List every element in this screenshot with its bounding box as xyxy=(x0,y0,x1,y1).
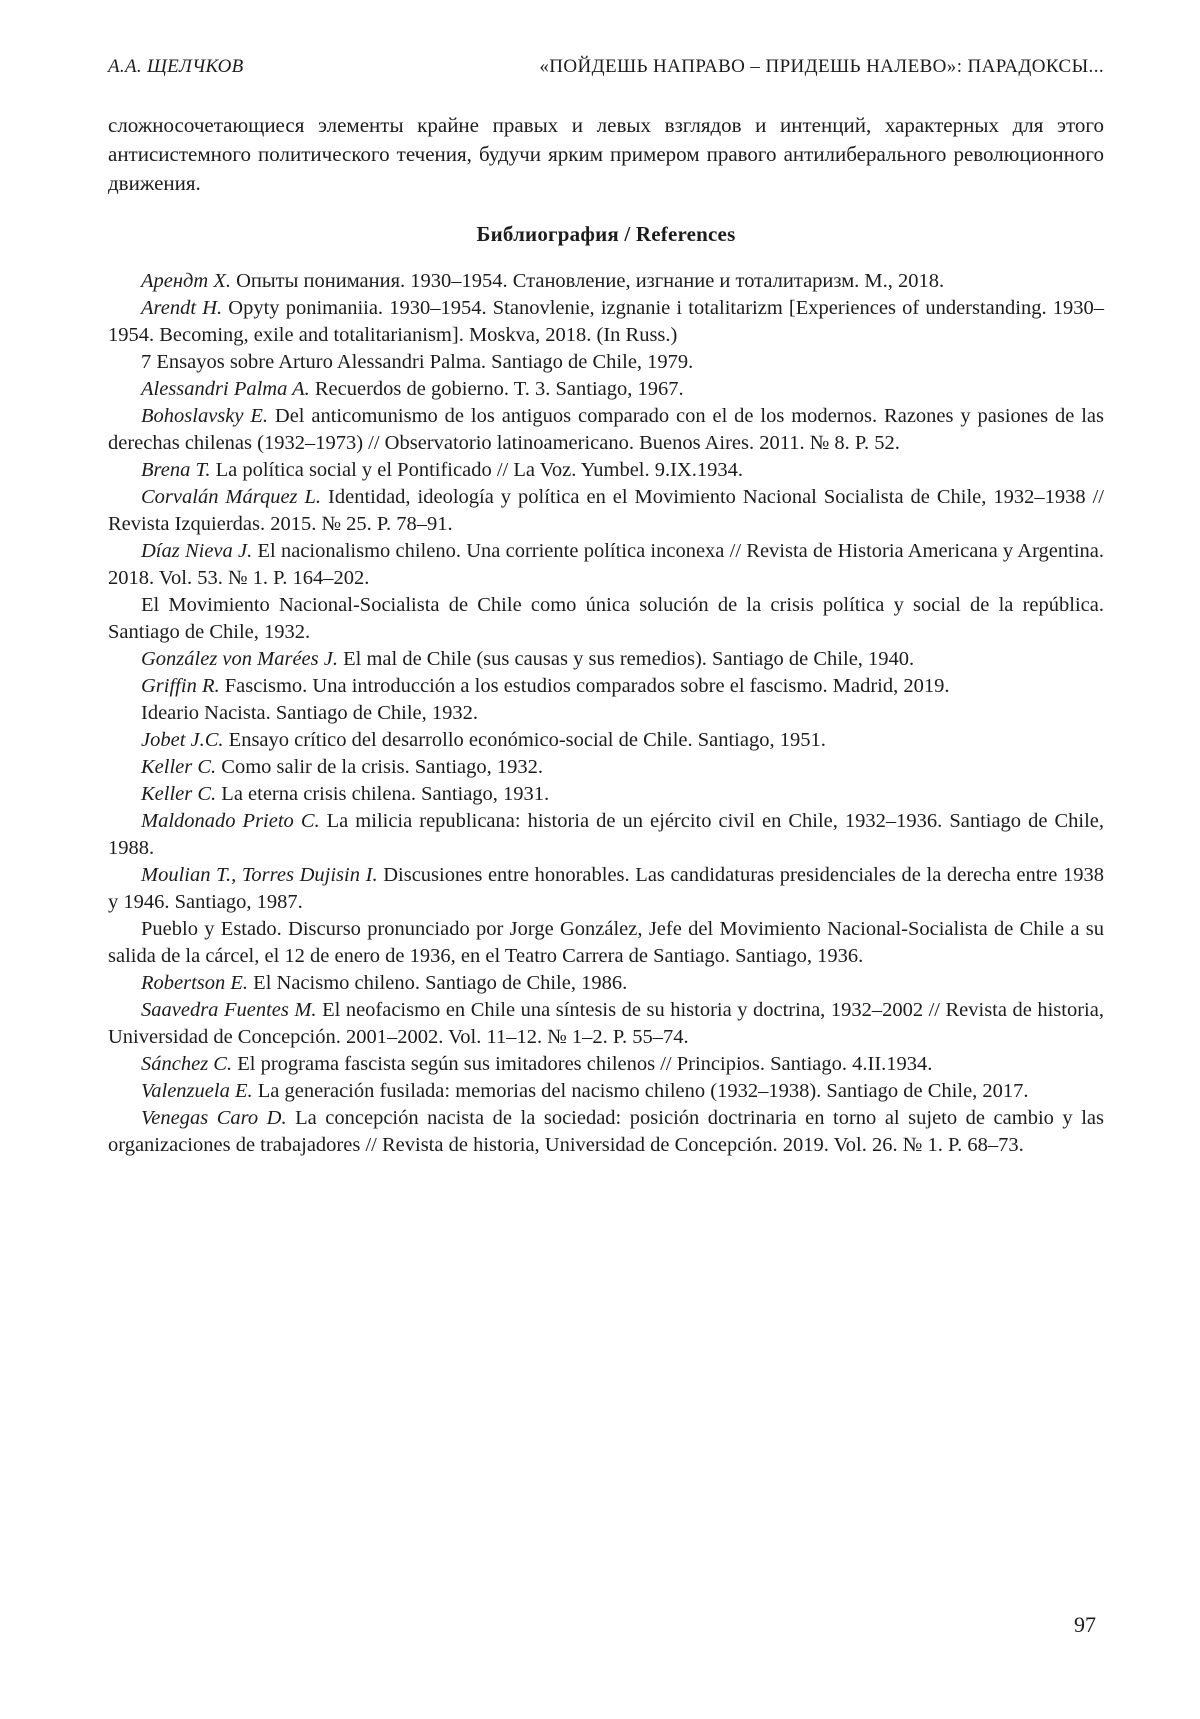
page-content xyxy=(108,56,1104,1159)
reference-author: Jobet J.C. xyxy=(141,729,229,751)
reference-text: Como salir de la crisis. Santiago, 1932. xyxy=(221,756,543,778)
reference-text: 7 Ensayos sobre Arturo Alessandri Palma. Santiago de Chile, 1979. xyxy=(141,351,694,373)
reference-item xyxy=(108,295,1104,349)
reference-text: Discusiones entre honorables. Las candidaturas presidenciales de la derecha entre 1938 y 1946. Santiago, 1987. xyxy=(108,864,1104,913)
reference-text: La generación fusilada: memorias del nacismo chileno (1932–1938). Santiago de Chile, 2017. xyxy=(257,1080,1029,1102)
reference-author: Alessandri Palma A. xyxy=(141,378,315,400)
reference-text: Fascismo. Una introducción a los estudios comparados sobre el fascismo. Madrid, 2019. xyxy=(224,675,950,697)
running-head-title: «ПОЙДЕШЬ НАПРАВО – ПРИДЕШЬ НАЛЕВО»: ПАРАДОКСЫ... xyxy=(539,56,1104,77)
reference-item xyxy=(108,727,1104,754)
reference-text: Opyty ponimaniia. 1930–1954. Stanovlenie, izgnanie i totalitarizm [Experiences of understanding. 1930–1954. Becoming, exile and totalitarianism]. Moskva, 2018. (In Russ.) xyxy=(108,297,1105,346)
reference-author: Арендт Х. xyxy=(141,270,237,292)
reference-author: Corvalán Márquez L. xyxy=(141,486,329,508)
reference-author: Sánchez C. xyxy=(141,1053,238,1075)
reference-text: Recuerdos de gobierno. T. 3. Santiago, 1967. xyxy=(314,378,684,400)
reference-item xyxy=(108,673,1104,700)
reference-author: González von Marées J. xyxy=(141,648,344,670)
reference-text: La concepción nacista de la sociedad: posición doctrinaria en torno al sujeto de cambio y las organizaciones de trabajadores // Revista de historia, Universidad de Concepción. 2019. Vol. 26. № 1. P. 68–73. xyxy=(108,1107,1104,1156)
reference-author: Keller C. xyxy=(141,756,222,778)
reference-item xyxy=(108,1051,1104,1078)
reference-text: El Movimiento Nacional-Socialista de Chile como única solución de la crisis política y social de la república. Santiago de Chile, 1932. xyxy=(108,594,1104,643)
reference-text: La política social y el Pontificado // La Voz. Yumbel. 9.IX.1934. xyxy=(215,459,743,481)
reference-author: Bohoslavsky E. xyxy=(141,405,275,427)
reference-item xyxy=(108,592,1104,646)
reference-author: Moulian T., Torres Dujisin I. xyxy=(141,864,384,886)
reference-text: La eterna crisis chilena. Santiago, 1931. xyxy=(221,783,550,805)
reference-item xyxy=(108,376,1104,403)
reference-text: La milicia republicana: historia de un ejército civil en Chile, 1932–1936. Santiago de Chile, 1988. xyxy=(108,810,1105,859)
reference-text: Ensayo crítico del desarrollo económico-social de Chile. Santiago, 1951. xyxy=(228,729,826,751)
reference-item xyxy=(108,1105,1104,1159)
page-number: 97 xyxy=(1074,1612,1096,1637)
reference-item xyxy=(108,997,1104,1051)
reference-author: Brena T. xyxy=(141,459,216,481)
reference-item xyxy=(108,268,1104,295)
reference-author: Griffin R. xyxy=(141,675,225,697)
reference-text: El Nacismo chileno. Santiago de Chile, 1986. xyxy=(253,972,628,994)
reference-text: El mal de Chile (sus causas y sus remedios). Santiago de Chile, 1940. xyxy=(343,648,915,670)
reference-author: Arendt H. xyxy=(141,297,229,319)
reference-item xyxy=(108,403,1104,457)
reference-item xyxy=(108,916,1104,970)
reference-author: Saavedra Fuentes M. xyxy=(141,999,323,1021)
reference-author: Robertson E. xyxy=(141,972,254,994)
reference-item xyxy=(108,1078,1104,1105)
reference-author: Maldonado Prieto C. xyxy=(141,810,327,832)
reference-item xyxy=(108,646,1104,673)
reference-item xyxy=(108,862,1104,916)
reference-item xyxy=(108,700,1104,727)
reference-item xyxy=(108,484,1104,538)
reference-item xyxy=(108,781,1104,808)
reference-author: Keller C. xyxy=(141,783,222,805)
reference-author: Venegas Caro D. xyxy=(141,1107,296,1129)
reference-text: Pueblo y Estado. Discurso pronunciado por Jorge González, Jefe del Movimiento Nacional-Socialista de Chile a su salida de la cárcel, el 12 de enero de 1936, en el Teatro Carrera de Santiago. Santiago, 1936. xyxy=(108,918,1104,967)
reference-item xyxy=(108,538,1104,592)
reference-item xyxy=(108,457,1104,484)
reference-text: El programa fascista según sus imitadores chilenos // Principios. Santiago. 4.II.1934. xyxy=(237,1053,933,1075)
reference-text: El neofacismo en Chile una síntesis de su historia y doctrina, 1932–2002 // Revista de historia, Universidad de Concepción. 2001–2002. Vol. 11–12. № 1–2. P. 55–74. xyxy=(108,999,1104,1048)
reference-text: El nacionalismo chileno. Una corriente política inconexa // Revista de Historia Americana y Argentina. 2018. Vol. 53. № 1. P. 164–202. xyxy=(108,540,1104,589)
reference-text: Del anticomunismo de los antiguos comparado con el de los modernos. Razones y pasiones de las derechas chilenas (1932–1973) // Observatorio latinoamericano. Buenos Aires. 2011. № 8. P. 52. xyxy=(108,405,1104,454)
intro-paragraph: сложносочетающиеся элементы крайне правых и левых взглядов и интенций, характерных для этого антисистемного политического течения, будучи ярким примером правого антилиберального революционного движения. xyxy=(108,113,1104,195)
reference-item xyxy=(108,970,1104,997)
reference-item xyxy=(108,754,1104,781)
reference-text: Опыты понимания. 1930–1954. Становление, изгнание и тоталитаризм. М., 2018. xyxy=(236,270,945,292)
reference-text: Ideario Nacista. Santiago de Chile, 1932. xyxy=(141,702,479,724)
bibliography-heading: Библиография / References xyxy=(476,222,736,246)
running-head-author: А.А. ЩЕЛЧКОВ xyxy=(108,56,244,77)
running-head xyxy=(108,56,1104,78)
reference-item xyxy=(108,349,1104,376)
reference-author: Díaz Nieva J. xyxy=(141,540,258,562)
references-list xyxy=(108,268,1104,1159)
reference-item xyxy=(108,808,1104,862)
reference-text: Identidad, ideología y política en el Movimiento Nacional Socialista de Chile, 1932–1938 // Revista Izquierdas. 2015. № 25. P. 78–91. xyxy=(108,486,1104,535)
reference-author: Valenzuela E. xyxy=(141,1080,258,1102)
